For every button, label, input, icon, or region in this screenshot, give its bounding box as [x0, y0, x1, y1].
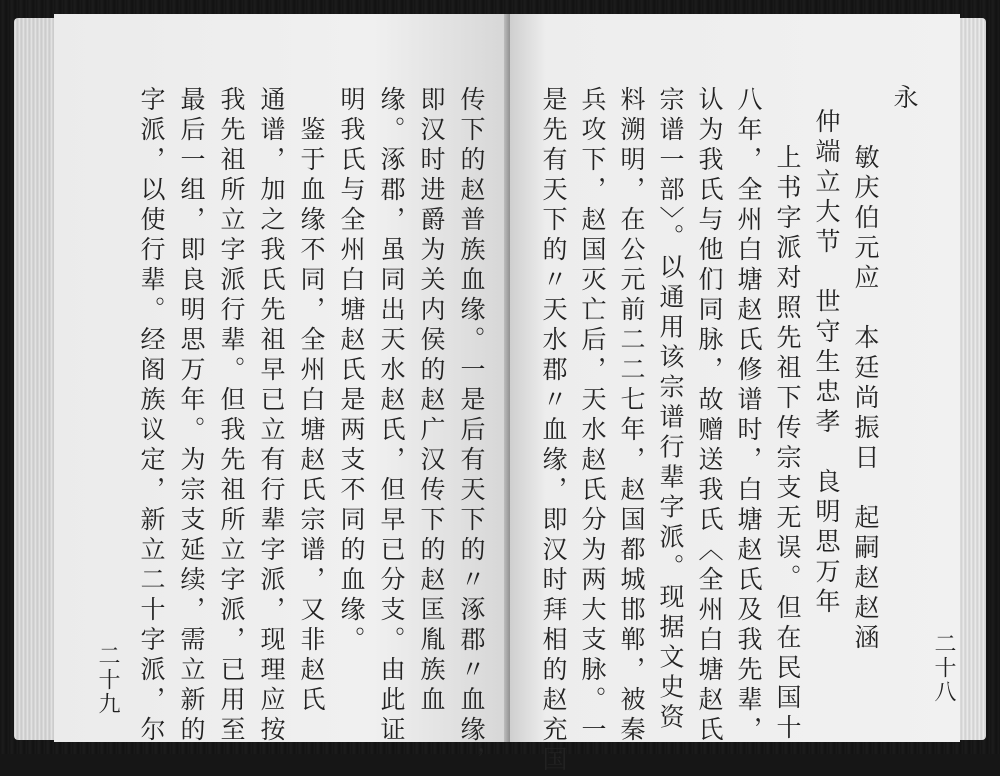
text-column: 敏庆伯元应 本廷尚振日 起嗣赵赵涵 [851, 144, 880, 654]
text-column: 永 [890, 84, 919, 114]
text-column: 缘。涿郡，虽同出天水赵氏，但早已分支。由此证 [377, 86, 406, 746]
text-column: 仲端立大节 世守生忠孝 良明思万年 [812, 108, 841, 618]
text-column: 最后一组，即良明思万年。为宗支延续，需立新的 [177, 86, 206, 746]
page-number: 二十九 [95, 644, 120, 716]
right-page [510, 14, 960, 776]
text-column: 即汉时进爵为关内侯的赵广汉传下的赵匡胤族血 [417, 86, 446, 716]
text-column: 是先有天下的〃天水郡〃血缘，即汉时拜相的赵充国 [539, 86, 568, 776]
text-column: 上书字派对照先祖下传宗支无误。但在民国十 [773, 144, 802, 744]
right-page-edges [958, 18, 986, 740]
text-column: 明我氏与全州白塘赵氏是两支不同的血缘。 [337, 86, 366, 656]
page-number: 二十八 [931, 632, 956, 704]
text-column: 宗谱一部〉。以通用该宗谱行辈字派。现据文史资 [656, 86, 685, 734]
left-page [54, 14, 510, 776]
text-column: 通谱，加之我氏先祖早已立有行辈字派，现理应按 [257, 86, 286, 746]
text-column: 料溯明，在公元前二二七年，赵国都城邯郸，被秦 [617, 86, 646, 746]
open-book [14, 8, 986, 776]
left-page-edges [14, 18, 56, 740]
text-column: 认为我氏与他们同脉，故赠送我氏〈全州白塘赵氏 [695, 86, 724, 746]
text-column: 八年，全州白塘赵氏修谱时，白塘赵氏及我先辈， [734, 86, 763, 746]
text-column: 传下的赵普族血缘。一是后有天下的〃涿郡〃血缘， [457, 86, 486, 776]
text-column: 字派，以使行辈。经阁族议定，新立二十字派，尔 [137, 86, 166, 746]
text-column: 我先祖所立字派行辈。但我先祖所立字派，已用至 [217, 86, 246, 746]
text-column: 兵攻下，赵国灭亡后，天水赵氏分为两大支脉。一 [578, 86, 607, 746]
text-column: 鉴于血缘不同，全州白塘赵氏宗谱，又非赵氏 [297, 116, 326, 716]
